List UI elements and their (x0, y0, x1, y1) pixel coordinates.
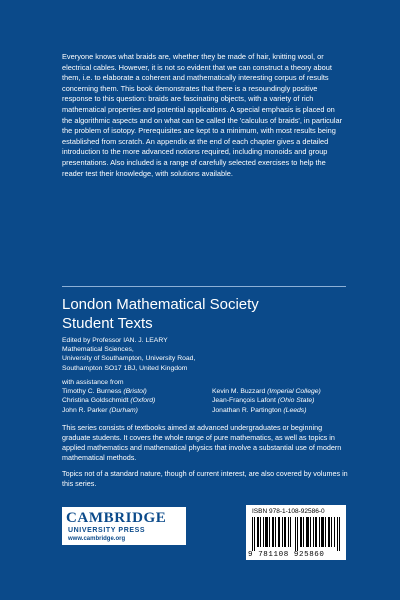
series-title-line-2: Student Texts (62, 315, 153, 332)
editor-line: Edited by Professor IAN. J. LEARY (62, 337, 168, 344)
back-cover-blurb: Everyone knows what braids are, whether they be made of hair, knitting wool, or electrical cables. However, it is not so evident that we can construct a theory about them, i.e. to elaborate a coherent and mathematically interesting corpus of results concerning them. This book demonstrates that there is a resoundingly positive response to this question: braids are fascinating objects, with a variety of rich mathematical properties and potential applications. A special emphasis is placed on the algorithmic aspects and on what can be called the 'calculus of braids', in particular the problem of isotopy. Prerequisites are kept to a minimum, with most results being established from scratch. An appendix at the end of each chapter gives a detailed introduction to the more advanced notions required, including monoids and group presentations. Also included is a range of carefully selected exercises to help the reader test their knowledge, with solutions available. (62, 52, 343, 178)
assistant-editor: Timothy C. Burness (Bristol) (62, 388, 147, 395)
publisher-subname: UNIVERSITY PRESS (68, 527, 146, 534)
barcode-bars (252, 517, 340, 551)
assistance-label: with assistance from (62, 379, 124, 386)
series-title (62, 295, 352, 333)
assistant-editors (62, 387, 352, 415)
assistant-editor: Jean-François Lafont (Ohio State) (212, 397, 315, 405)
assistant-editor: Jonathan R. Partington (Leeds) (212, 406, 307, 414)
series-note: Topics not of a standard nature, though of current interest, are also covered by volumes in this series. (62, 469, 348, 488)
isbn-barcode (246, 505, 346, 560)
editor-line: Southampton SO17 1BJ, United Kingdom (62, 364, 188, 372)
isbn-label: ISBN 978-1-108-92586-0 (252, 508, 325, 515)
series-description: This series consists of textbooks aimed at advanced undergraduates or beginning graduate students. It covers the whole range of pure mathematics, as well as topics in applied mathematics and mathematical physics that involve a substantial use of modern mathematical methods. (62, 423, 342, 462)
series-title-line-1: London Mathematical Society (62, 296, 259, 313)
series-editor-block (62, 336, 352, 373)
divider-rule (62, 286, 346, 287)
assistant-editor: Kevin M. Buzzard (Imperial College) (212, 388, 321, 395)
publisher-logo (62, 507, 186, 545)
publisher-name: CAMBRIDGE (66, 510, 167, 526)
editor-line: Mathematical Sciences, (62, 346, 134, 354)
editor-line: University of Southampton, University Road, (62, 355, 196, 363)
assistant-editor: John R. Parker (Durham) (62, 406, 138, 414)
assistant-editor: Christina Goldschmidt (Oxford) (62, 397, 156, 405)
publisher-url: www.cambridge.org (68, 536, 126, 542)
barcode-number: 9 781108 925860 (248, 551, 325, 559)
